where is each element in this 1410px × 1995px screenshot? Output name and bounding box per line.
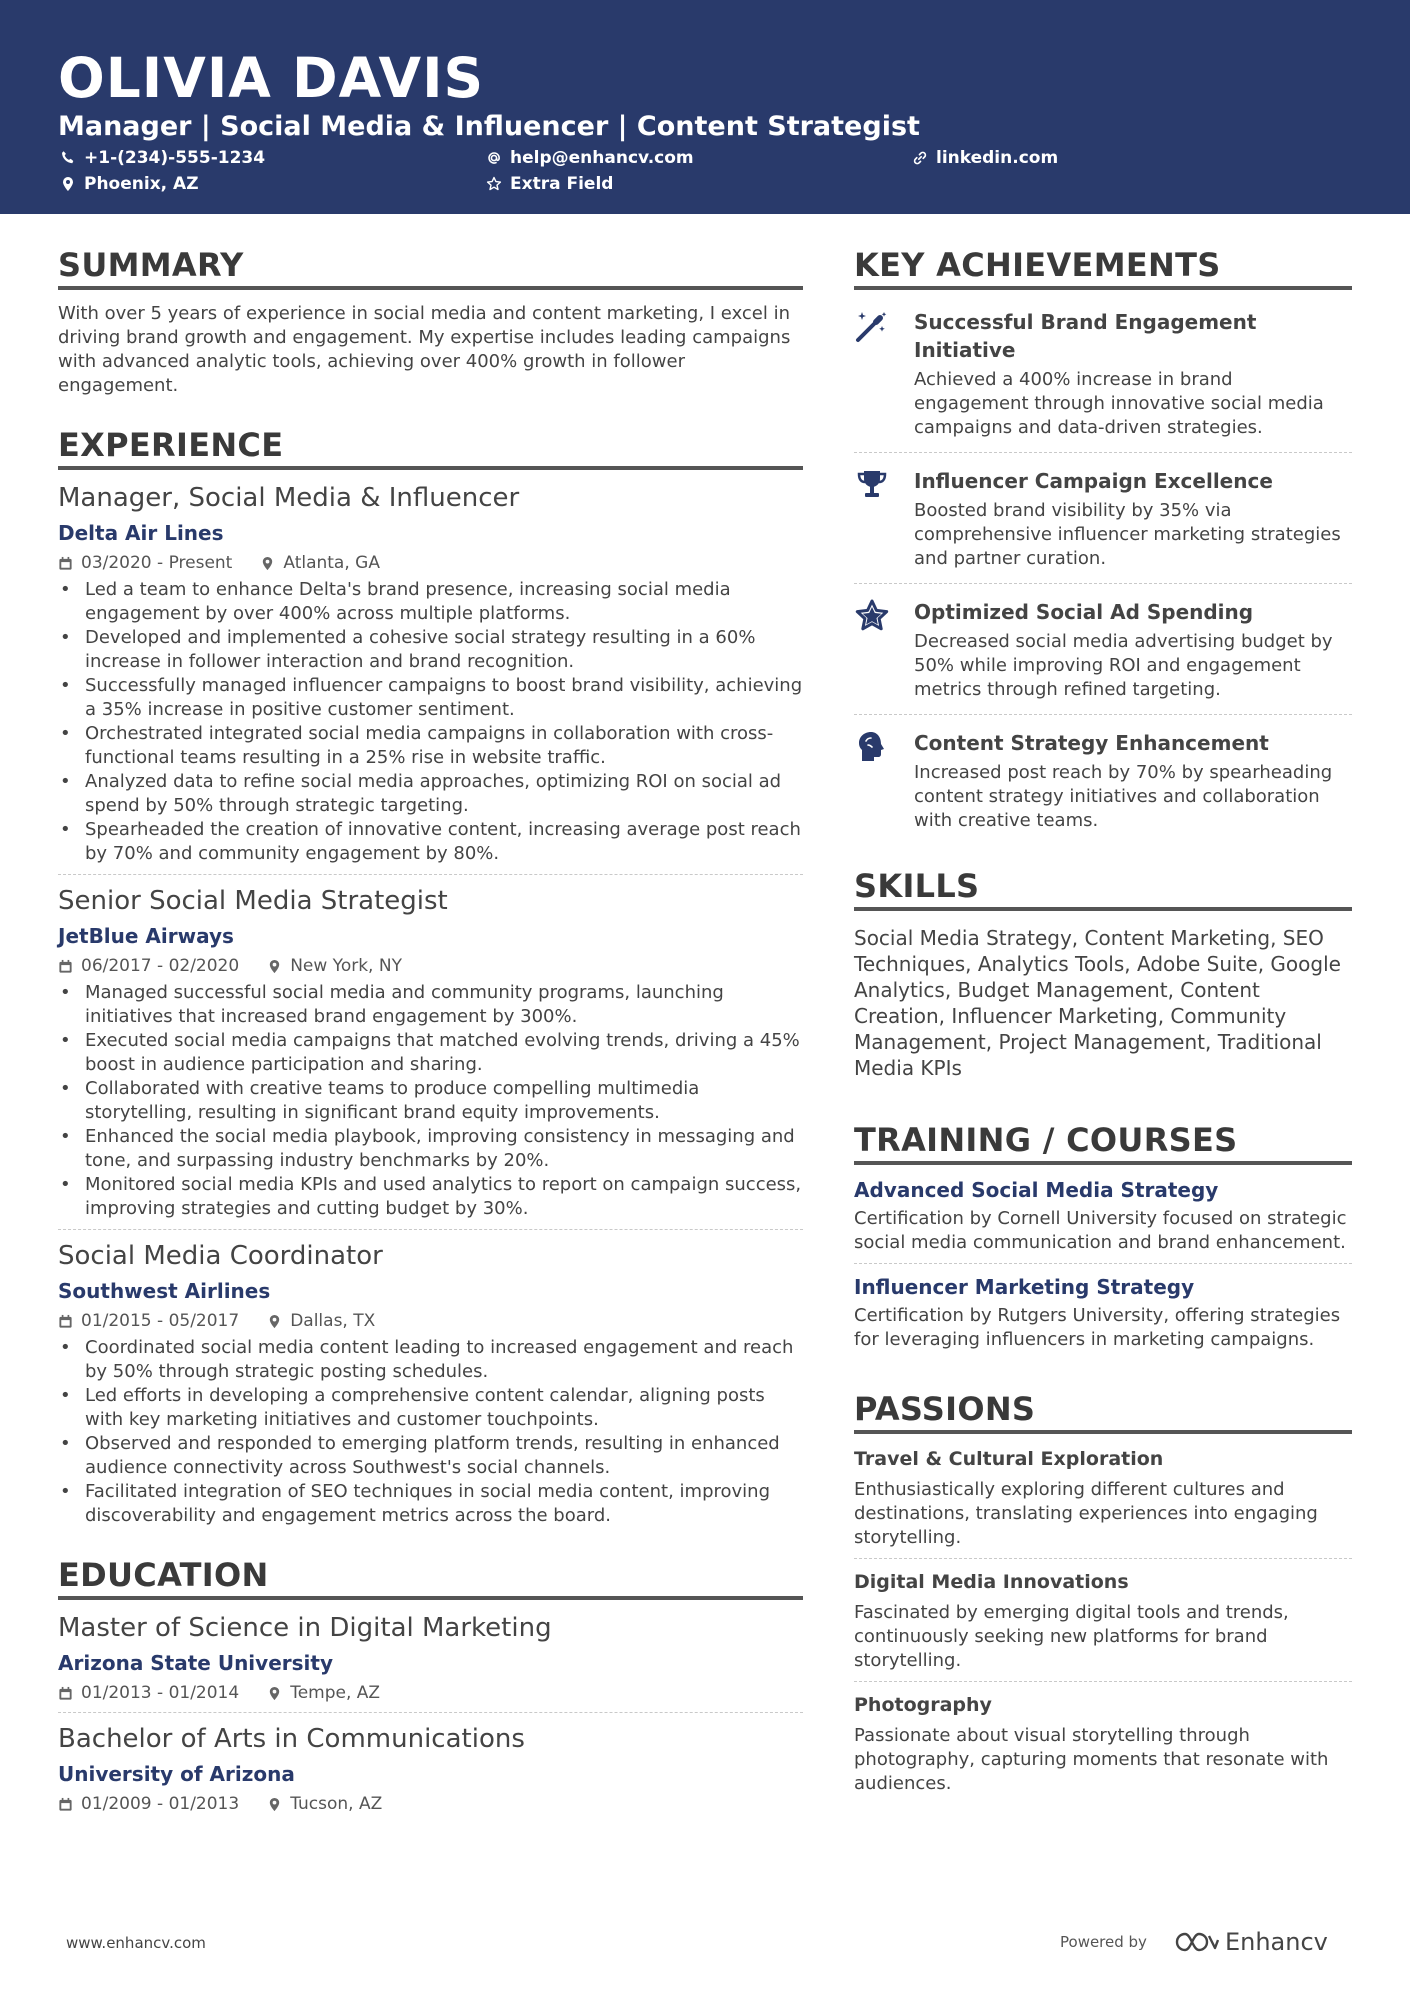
job-location — [260, 552, 380, 574]
training-section — [854, 1121, 1352, 1352]
map-pin-icon — [267, 1314, 282, 1329]
section-title-achievements: KEY ACHIEVEMENTS — [854, 246, 1352, 290]
course-entry — [854, 1177, 1352, 1255]
at-sign-icon — [486, 150, 502, 166]
job-dates: 06/2017 - 02/2020 — [81, 956, 240, 976]
section-title-experience: EXPERIENCE — [58, 426, 803, 470]
job-meta — [58, 1310, 803, 1332]
calendar-icon — [58, 556, 73, 571]
job-location-text: Dallas, TX — [290, 1311, 376, 1331]
company-name: JetBlue Airways — [58, 924, 234, 948]
divider — [854, 1558, 1352, 1559]
job-entry — [58, 1240, 803, 1528]
map-pin-icon — [267, 959, 282, 974]
job-meta — [58, 552, 803, 574]
star-icon — [854, 598, 890, 634]
powered-by-label: Powered by — [1060, 1933, 1147, 1951]
map-pin-icon — [260, 556, 275, 571]
achievement-item — [854, 723, 1352, 839]
company-name: Southwest Airlines — [58, 1279, 271, 1303]
passion-title: Travel & Cultural Exploration — [854, 1448, 1164, 1470]
link-icon — [912, 150, 928, 166]
bullet-item: • Collaborated with creative teams to produce compelling multimedia storytelling, resulting in significant brand equity improvements. — [58, 1077, 803, 1125]
skills-section — [854, 867, 1352, 1081]
divider — [854, 1681, 1352, 1682]
linkedin-text: linkedin.com — [936, 148, 1059, 168]
star-outline-icon — [486, 176, 502, 192]
divider — [58, 874, 803, 875]
job-location-text: Atlanta, GA — [283, 553, 380, 573]
job-location — [267, 955, 402, 977]
course-desc: Certification by Cornell University focused on strategic social media communication and brand enhancement. — [854, 1208, 1347, 1253]
passion-entry — [854, 1446, 1352, 1550]
brand-name: Enhancv — [1224, 1928, 1328, 1956]
resume-header — [0, 0, 1410, 214]
right-column — [854, 246, 1352, 1824]
bullet-item: • Led a team to enhance Delta's brand presence, increasing social media engagement by over 400% across multiple platforms. — [58, 578, 803, 626]
divider — [58, 1229, 803, 1230]
education-location-text: Tucson, AZ — [290, 1794, 383, 1814]
passion-title: Digital Media Innovations — [854, 1571, 1129, 1593]
degree-title: Master of Science in Digital Marketing — [58, 1613, 552, 1643]
bullet-item: • Orchestrated integrated social media campaigns in collaboration with cross-functional teams resulting in a 25% rise in website traffic. — [58, 722, 803, 770]
passion-title: Photography — [854, 1694, 992, 1716]
map-pin-icon — [267, 1686, 282, 1701]
summary-text: With over 5 years of experience in social media and content marketing, I excel in driving brand growth and engagement. My expertise includes leading campaigns with advanced analytic tools, achieving over 400% growth in follower engagement. — [58, 303, 791, 396]
location-text: Phoenix, AZ — [84, 174, 199, 194]
head-brain-icon — [854, 729, 890, 765]
bullet-item: • Observed and responded to emerging platform trends, resulting in enhanced audience connectivity across Southwest's social channels. — [58, 1432, 803, 1480]
calendar-icon — [58, 1797, 73, 1812]
job-location-text: New York, NY — [290, 956, 402, 976]
divider — [854, 452, 1352, 453]
calendar-icon — [58, 1314, 73, 1329]
summary-section — [58, 246, 803, 398]
passion-desc: Fascinated by emerging digital tools and trends, continuously seeking new platforms for brand storytelling. — [854, 1602, 1289, 1671]
map-pin-icon — [267, 1797, 282, 1812]
contact-email[interactable] — [486, 147, 694, 169]
education-entry — [58, 1723, 803, 1815]
education-location — [267, 1793, 382, 1815]
bullet-item: • Developed and implemented a cohesive social strategy resulting in a 60% increase in follower interaction and brand recognition. — [58, 626, 803, 674]
job-title: Senior Social Media Strategist — [58, 886, 448, 916]
divider — [854, 1263, 1352, 1264]
passions-section — [854, 1390, 1352, 1796]
bullet-item: • Spearheaded the creation of innovative content, increasing average post reach by 70% and community engagement by 80%. — [58, 818, 803, 866]
school-name: Arizona State University — [58, 1651, 333, 1675]
job-title: Manager, Social Media & Influencer — [58, 483, 520, 513]
experience-section — [58, 426, 803, 1528]
skills-text: Social Media Strategy, Content Marketing, SEO Techniques, Analytics Tools, Adobe Suite, Google Analytics, Budget Management, Content Creation, Influencer Marketing, Community Management, Project Management, Traditional Media KPIs — [854, 926, 1341, 1080]
footer-website[interactable]: www.enhancv.com — [66, 1934, 206, 1952]
trophy-icon — [854, 467, 890, 503]
job-entry — [58, 482, 803, 866]
education-dates: 01/2013 - 01/2014 — [81, 1683, 240, 1703]
divider — [854, 583, 1352, 584]
bullet-item: • Enhanced the social media playbook, improving consistency in messaging and tone, and surpassing industry benchmarks by 20%. — [58, 1125, 803, 1173]
job-dates: 01/2015 - 05/2017 — [81, 1311, 240, 1331]
section-title-skills: SKILLS — [854, 867, 1352, 911]
education-dates: 01/2009 - 01/2013 — [81, 1794, 240, 1814]
brand-logo[interactable] — [1173, 1928, 1328, 1956]
phone-text: +1-(234)-555-1234 — [84, 148, 266, 168]
company-name: Delta Air Lines — [58, 521, 224, 545]
passion-desc: Passionate about visual storytelling through photography, capturing moments that resonate with audiences. — [854, 1725, 1329, 1794]
achievement-title: Content Strategy Enhancement — [914, 731, 1269, 755]
job-entry — [58, 885, 803, 1221]
divider — [854, 714, 1352, 715]
job-location — [267, 1310, 375, 1332]
enhancv-logo-icon — [1173, 1930, 1219, 1954]
course-desc: Certification by Rutgers University, offering strategies for leveraging influencers in marketing campaigns. — [854, 1305, 1341, 1350]
achievement-title: Successful Brand Engagement Initiative — [914, 310, 1257, 362]
magic-wand-icon — [854, 308, 890, 344]
bullet-item: • Executed social media campaigns that matched evolving trends, driving a 45% boost in audience participation and sharing. — [58, 1029, 803, 1077]
calendar-icon — [58, 1686, 73, 1701]
course-title: Influencer Marketing Strategy — [854, 1275, 1195, 1299]
bullet-item: • Coordinated social media content leading to increased engagement and reach by 50% through strategic posting schedules. — [58, 1336, 803, 1384]
passion-desc: Enthusiastically exploring different cultures and destinations, translating experiences into engaging storytelling. — [854, 1479, 1318, 1548]
passion-entry — [854, 1569, 1352, 1673]
section-title-training: TRAINING / COURSES — [854, 1121, 1352, 1165]
map-pin-icon — [60, 176, 76, 192]
job-bullets — [58, 1336, 803, 1528]
job-title: Social Media Coordinator — [58, 1241, 383, 1271]
bullet-item: • Managed successful social media and community programs, launching initiatives that increased brand engagement by 300%. — [58, 981, 803, 1029]
contact-phone[interactable] — [60, 147, 265, 169]
candidate-title: Manager | Social Media & Influencer | Content Strategist — [58, 111, 920, 142]
education-meta — [58, 1793, 803, 1815]
job-bullets — [58, 981, 803, 1221]
job-dates: 03/2020 - Present — [81, 553, 233, 573]
education-section — [58, 1556, 803, 1815]
footer-brand — [1060, 1928, 1328, 1956]
bullet-item: • Analyzed data to refine social media approaches, optimizing ROI on social ad spend by 50% through strategic targeting. — [58, 770, 803, 818]
bullet-item: • Facilitated integration of SEO techniques in social media content, improving discoverability and engagement metrics across the board. — [58, 1480, 803, 1528]
calendar-icon — [58, 959, 73, 974]
job-meta — [58, 955, 803, 977]
job-bullets — [58, 578, 803, 866]
bullet-item: • Led efforts in developing a comprehensive content calendar, aligning posts with key marketing initiatives and customer touchpoints. — [58, 1384, 803, 1432]
contact-linkedin[interactable] — [912, 147, 1058, 169]
achievement-item — [854, 461, 1352, 577]
achievements-section — [854, 246, 1352, 839]
left-column — [58, 246, 803, 1843]
education-location — [267, 1682, 380, 1704]
achievement-title: Influencer Campaign Excellence — [914, 469, 1273, 493]
achievement-desc: Increased post reach by 70% by spearheading content strategy initiatives and collaboration with creative teams. — [914, 762, 1333, 831]
achievement-title: Optimized Social Ad Spending — [914, 600, 1254, 624]
education-location-text: Tempe, AZ — [290, 1683, 381, 1703]
education-entry — [58, 1612, 803, 1704]
education-meta — [58, 1682, 803, 1704]
achievement-desc: Achieved a 400% increase in brand engagement through innovative social media campaigns and data-driven strategies. — [914, 369, 1324, 438]
divider — [58, 1712, 803, 1713]
bullet-item: • Successfully managed influencer campaigns to boost brand visibility, achieving a 35% increase in positive customer sentiment. — [58, 674, 803, 722]
course-title: Advanced Social Media Strategy — [854, 1178, 1219, 1202]
achievement-desc: Boosted brand visibility by 35% via comprehensive influencer marketing strategies and partner curation. — [914, 500, 1341, 569]
contact-extra — [486, 173, 613, 195]
passion-entry — [854, 1692, 1352, 1796]
candidate-name: OLIVIA DAVIS — [58, 46, 485, 110]
degree-title: Bachelor of Arts in Communications — [58, 1724, 525, 1754]
course-entry — [854, 1274, 1352, 1352]
section-title-passions: PASSIONS — [854, 1390, 1352, 1434]
achievement-desc: Decreased social media advertising budget by 50% while improving ROI and engagement metrics through refined targeting. — [914, 631, 1333, 700]
section-title-summary: SUMMARY — [58, 246, 803, 290]
extra-text: Extra Field — [510, 174, 614, 194]
section-title-education: EDUCATION — [58, 1556, 803, 1600]
email-text: help@enhancv.com — [510, 148, 694, 168]
achievement-item — [854, 592, 1352, 708]
bullet-item: • Monitored social media KPIs and used analytics to report on campaign success, improving strategies and cutting budget by 30%. — [58, 1173, 803, 1221]
contact-location — [60, 173, 199, 195]
achievement-item — [854, 302, 1352, 446]
phone-icon — [60, 150, 76, 166]
school-name: University of Arizona — [58, 1762, 295, 1786]
